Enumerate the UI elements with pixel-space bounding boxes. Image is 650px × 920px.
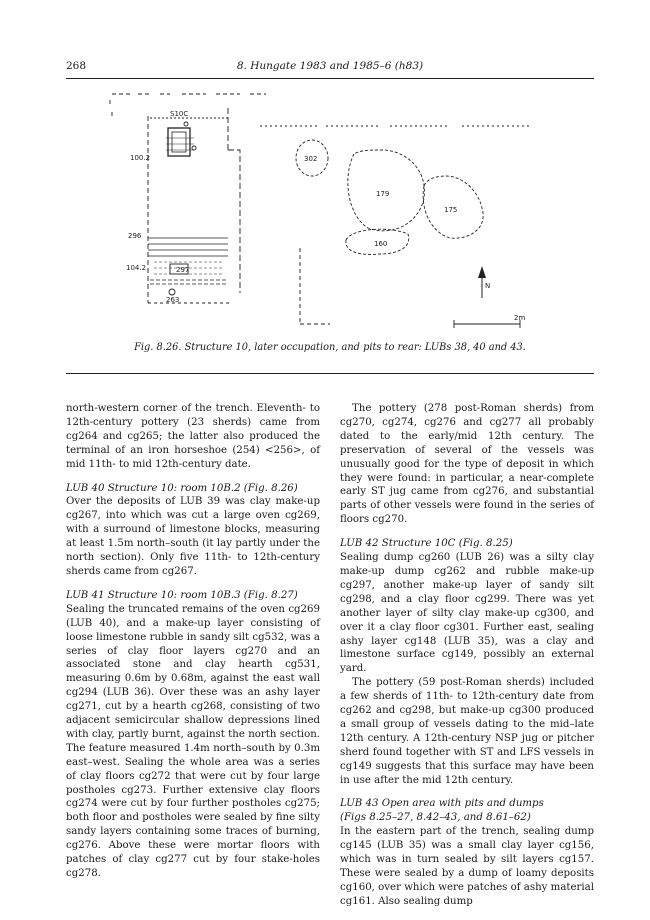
label-175: 175: [444, 206, 458, 214]
section-heading-lub43: [340, 797, 594, 825]
label-1042: 104.2: [126, 264, 147, 272]
header-rule: [66, 78, 594, 79]
paragraph: Sealing the truncated remains of the oven cg269 (LUB 40), and a make-up layer consisting of loose limestone rubble in sandy silt cg532, was a series of clay floor layers cg270 and an associated stone and clay hearth cg531, measuring 0.6m by 0.68m, against the east wall cg294 (LUB 36). Over these was an ashy layer cg271, cut by a hearth cg268, consisting of two adjacent semicircular shallow depressions lined with clay, partly burnt, against the north section. The feature measured 1.4m north–south by 0.3m east–west. Sealing the whole area was a series of clay floors cg272 that were cut by four large postholes cg273. Further extensive clay floors cg274 were cut by four further postholes cg275; both floor and postholes were sealed by fine silty sandy layers containing some traces of burning, cg276. Above these were mortar floors with patches of clay cg277 cut by four stake-holes cg278.: [66, 603, 320, 879]
paragraph: In the eastern part of the trench, sealing dump cg145 (LUB 35) was a small clay layer cg156, which was in turn sealed by silt layers cg157. These were sealed by a dump of loamy deposits cg160, over which were patches of ashy material cg161. Also sealing dump: [340, 826, 594, 907]
figure-rule: [66, 373, 594, 374]
site-plan-figure: [90, 88, 560, 334]
paragraph: The pottery (278 post-Roman sherds) from cg270, cg274, cg276 and cg277 all probably dated to the early/mid 12th century. The preservation of several of the vessels was unusually good for the type of deposit in which they were found: in particular, a near-complete early ST jug came from cg276, and substantial parts of other vessels were found in the series of floors cg270.: [340, 403, 594, 526]
paragraph: The pottery (59 post-Roman sherds) included a few sherds of 11th- to 12th-century date from cg262 and cg298, but make-up cg300 produced a small group of vessels dating to the mid–late 12th century. A 12th-century NSP jug or pitcher sherd found together with ST and LFS vessels in cg149 suggests that this surface may have been in use after the mid 12th century.: [340, 677, 594, 786]
label-s10c: S10C: [170, 110, 189, 118]
section-heading-lub42: LUB 42 Structure 10C (Fig. 8.25): [340, 538, 513, 550]
label-scale: 2m: [514, 314, 526, 322]
page-number: 268: [66, 60, 87, 72]
paragraph: Sealing dump cg260 (LUB 26) was a silty clay make-up dump cg262 and rubble make-up cg297, another make-up layer of sandy silt cg298, and a clay floor cg299. There was yet another layer of silty clay make-up cg300, and over it a clay floor cg301. Further east, sealing ashy layer cg148 (LUB 35), was a clay and limestone surface cg149, possibly an external yard.: [340, 552, 594, 675]
heading-figrefs: (Figs 8.25–27, 8.42–43, and 8.61–62): [340, 812, 531, 824]
label-302: 302: [304, 155, 318, 163]
label-north: N: [485, 282, 491, 290]
figure-caption: Fig. 8.26. Structure 10, later occupation, and pits to rear: LUBs 38, 40 and 43.: [134, 342, 526, 353]
page-header: [66, 60, 594, 76]
heading-main: LUB 43 Open area with pits and dumps: [340, 798, 544, 810]
paragraph: Over the deposits of LUB 39 was clay make-up cg267, into which was cut a large oven cg269, with a surround of limestone blocks, measuring at least 1.5m north–south (it lay partly under the north section). Only five 11th- to 12th-century sherds came from cg267.: [66, 496, 320, 577]
left-column: [66, 402, 320, 881]
label-179: 179: [376, 190, 390, 198]
paragraph: north-western corner of the trench. Eleventh- to 12th-century pottery (23 sherds) came from cg264 and cg265; the latter also produced the terminal of an iron horseshoe (254) <256>, of mid 11th- to mid 12th-century date.: [66, 403, 320, 470]
label-1002: 100.2: [130, 154, 151, 162]
site-plan-drawing: [90, 88, 560, 334]
label-263: 263: [166, 296, 180, 304]
section-heading-lub40: LUB 40 Structure 10: room 10B.2 (Fig. 8.26): [66, 482, 298, 494]
label-296: 296: [128, 232, 142, 240]
right-column: [340, 402, 594, 909]
running-title: 8. Hungate 1983 and 1985–6 (h83): [236, 60, 424, 72]
section-heading-lub41: LUB 41 Structure 10: room 10B.3 (Fig. 8.27): [66, 589, 298, 601]
label-297: 297: [176, 266, 190, 274]
label-160: 160: [374, 240, 388, 248]
